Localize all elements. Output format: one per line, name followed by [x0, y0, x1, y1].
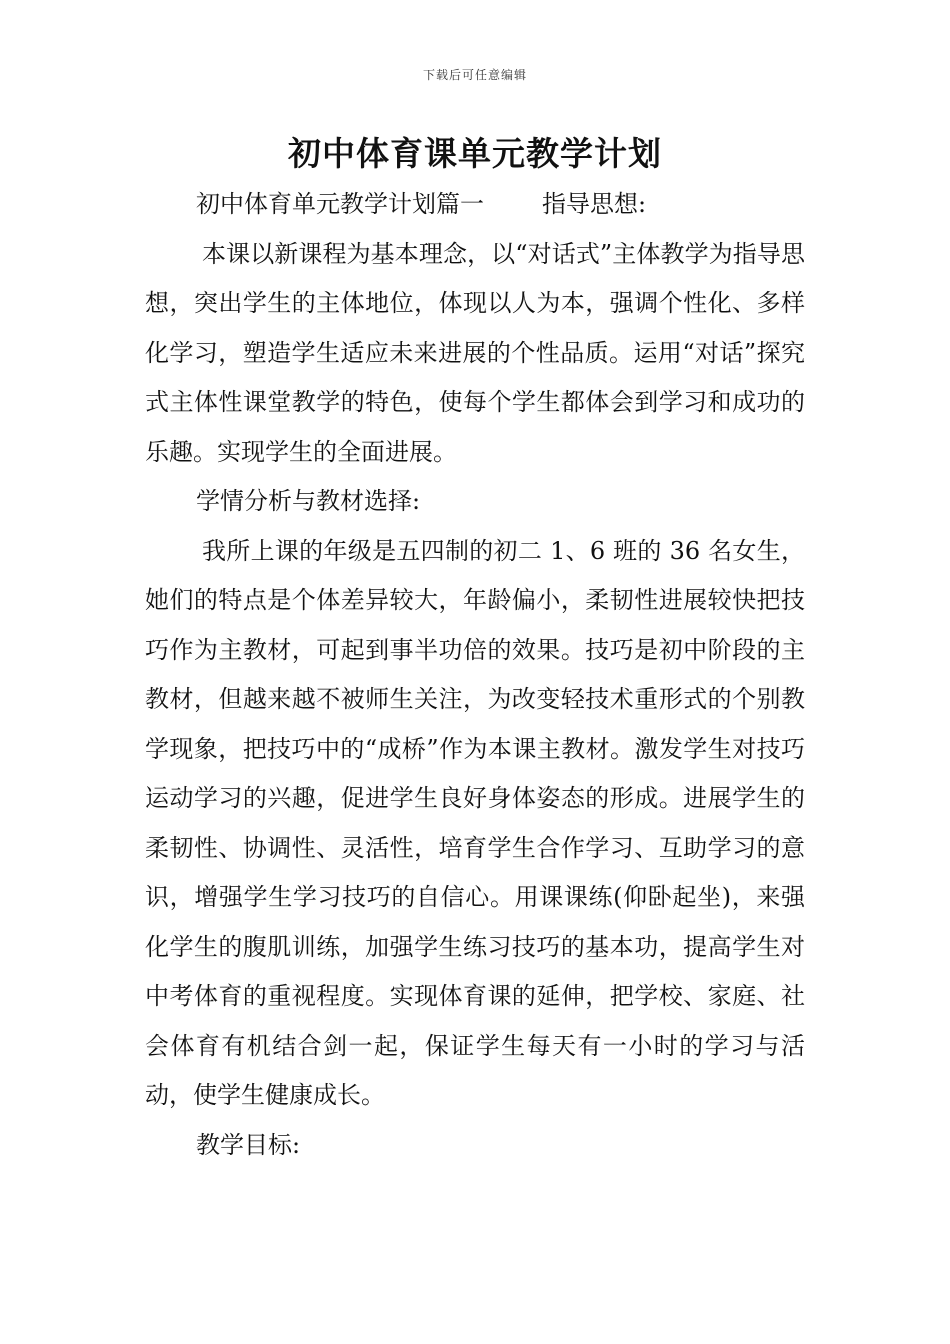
intro-subtitle: 初中体育单元教学计划篇一 — [196, 190, 484, 218]
analysis-heading: 学情分析与教材选择: — [196, 487, 421, 515]
header-note: 下载后可任意编辑 — [422, 68, 527, 82]
guiding-heading: 指导思想: — [542, 190, 647, 218]
analysis-paragraph: 我所上课的年级是五四制的初二 1、6 班的 36 名女生，她们的特点是个体差异较大，年龄偏小，柔韧性进展较快把技巧作为主教材，可起到事半功倍的效果。技巧是初中阶段的主教材，但越来越不被师生关注，为改变轻技术重形式的个别教学现象，把技巧中的“成桥”作为本课主教材。激发学生对技巧运动学习的兴趣，促进学生良好身体姿态的形成。进展学生的柔韧性、协调性、灵活性，培育学生合作学习、互助学习的意识，增强学生学习技巧的自信心。用课课练(仰卧起坐)，来强化学生的腹肌训练，加强学生练习技巧的基本功，提高学生对中考体育的重视程度。实现体育课的延伸，把学校、家庭、社会体育有机结合剑一起，保证学生每天有一小时的学习与活动，使学生健康成长。 — [145, 536, 805, 1109]
document-title: 初中体育课单元教学计划 — [288, 134, 662, 173]
guiding-paragraph: 本课以新课程为基本理念，以“对话式”主体教学为指导思想，突出学生的主体地位，体现以人为本，强调个性化、多样化学习，塑造学生适应未来进展的个性品质。运用“对话”探究式主体性课堂教学的特色，使每个学生都体会到学习和成功的乐趣。实现学生的全面进展。 — [145, 239, 805, 466]
intro-line — [145, 180, 805, 230]
goals-heading: 教学目标: — [196, 1130, 301, 1159]
document-body — [145, 180, 805, 1170]
